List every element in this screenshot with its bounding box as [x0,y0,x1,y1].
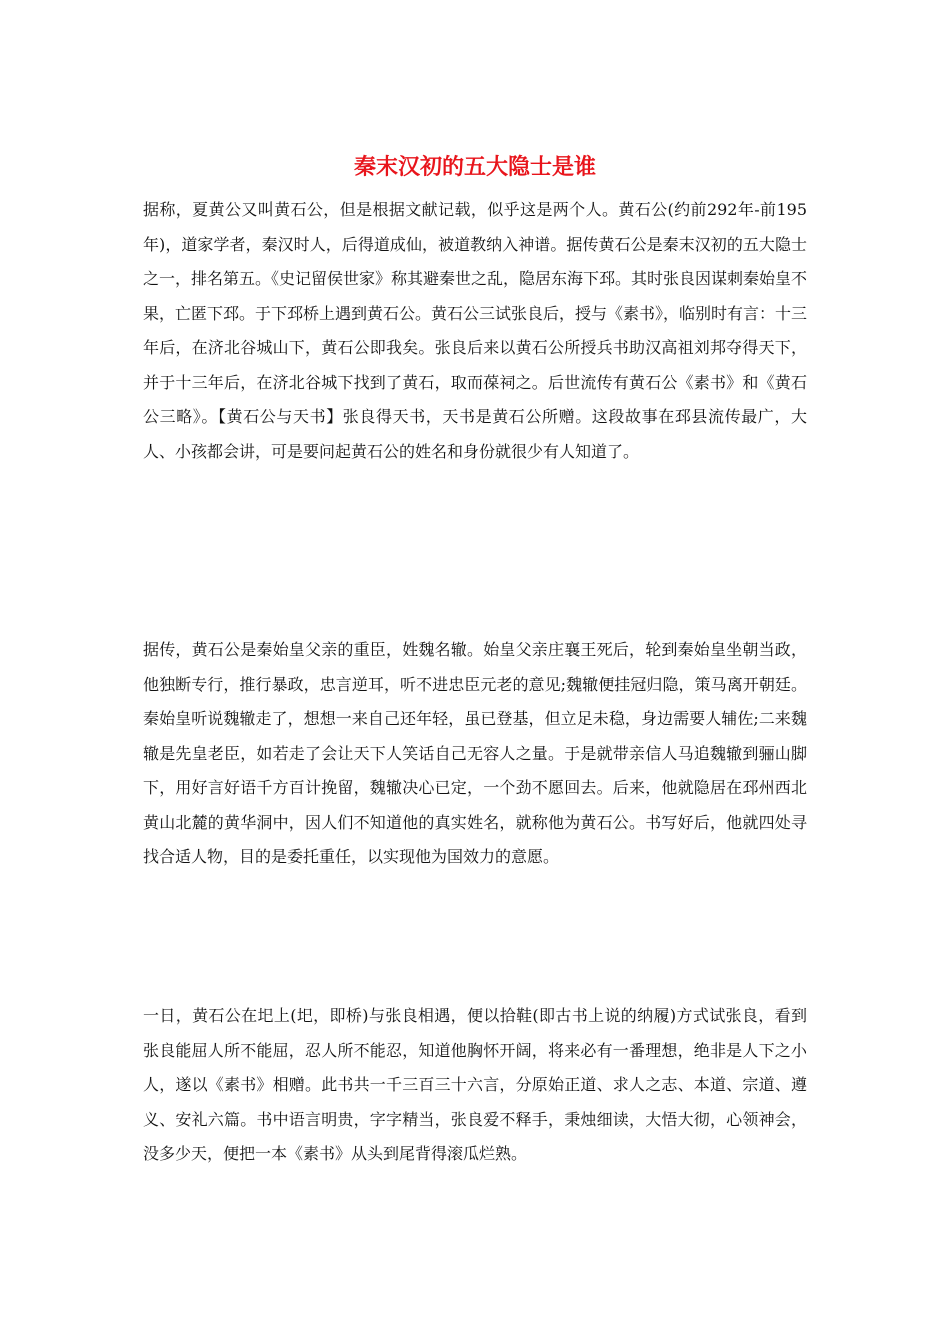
paragraph-3: 一日，黄石公在圯上(圯，即桥)与张良相遇，便以拾鞋(即古书上说的纳履)方式试张良，看到张良能屈人所不能屈，忍人所不能忍，知道他胸怀开阔，将来必有一番理想，绝非是人下之小人，遂以《素书》相赠。此书共一千三百三十六言，分原始正道、求人之志、本道、宗道、遵义、安礼六篇。书中语言明贵，字字精当，张良爱不释手，秉烛细读，大悟大彻，心领神会，没多少天，便把一本《素书》从头到尾背得滚瓜烂熟。 [143,1006,807,1163]
document-title: 秦末汉初的五大隐士是谁 [353,155,596,180]
paragraph-1: 据称，夏黄公又叫黄石公，但是根据文献记载，似乎这是两个人。黄石公(约前292年-前195年)，道家学者，秦汉时人，后得道成仙，被道教纳入神谱。据传黄石公是秦末汉初的五大隐士之一，排名第五。《史记留侯世家》称其避秦世之乱，隐居东海下邳。其时张良因谋刺秦始皇不果，亡匿下邳。于下邳桥上遇到黄石公。黄石公三试张良后，授与《素书》，临别时有言：十三年后，在济北谷城山下，黄石公即我矣。张良后来以黄石公所授兵书助汉高祖刘邦夺得天下，并于十三年后，在济北谷城下找到了黄石，取而葆祠之。后世流传有黄石公《素书》和《黄石公三略》。【黄石公与天书】张良得天书，天书是黄石公所赠。这段故事在邳县流传最广，大人、小孩都会讲，可是要问起黄石公的姓名和身份就很少有人知道了。 [143,200,808,461]
paragraph-2: 据传，黄石公是秦始皇父亲的重臣，姓魏名辙。始皇父亲庄襄王死后，轮到秦始皇坐朝当政，他独断专行，推行暴政，忠言逆耳，听不进忠臣元老的意见;魏辙便挂冠归隐，策马离开朝廷。秦始皇听说魏辙走了，想想一来自己还年轻，虽已登基，但立足未稳，身边需要人辅佐;二来魏辙是先皇老臣，如若走了会让天下人笑话自己无容人之量。于是就带亲信人马追魏辙到骊山脚下，用好言好语千方百计挽留，魏辙决心已定，一个劲不愿回去。后来，他就隐居在邳州西北黄山北麓的黄华洞中，因人们不知道他的真实姓名，就称他为黄石公。书写好后，他就四处寻找合适人物，目的是委托重任，以实现他为国效力的意愿。 [143,640,807,866]
